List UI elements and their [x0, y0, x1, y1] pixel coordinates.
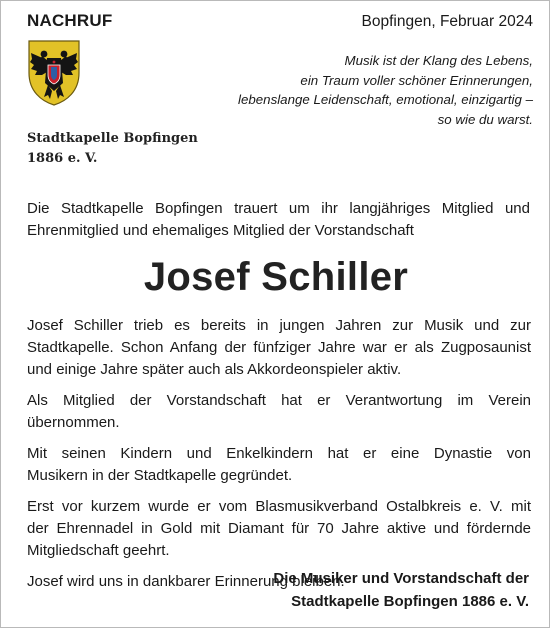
tribute-line: der Ehrennadel in Gold mit Diamant für 70 Jahre aktive und fördernde: [27, 520, 531, 537]
club-name: Stadtkapelle Bopfingen: [27, 131, 198, 146]
club-founded: 1886 e. V.: [27, 151, 98, 166]
notice-heading: NACHRUF: [27, 11, 113, 30]
closing-line: Stadtkapelle Bopfingen 1886 e. V.: [291, 593, 529, 610]
motto-line: lebenslange Leidenschaft, emotional, einzigartig –: [238, 92, 533, 108]
tribute-line: Als Mitglied der Vorstandschaft hat er Verantwortung im Verein: [27, 392, 531, 409]
motto-line: so wie du warst.: [437, 111, 533, 127]
tribute-paragraph: [27, 443, 531, 487]
tribute-line: Josef wird uns in dankbarer Erinnerung bleiben.: [27, 573, 345, 590]
place-date: Bopfingen, Februar 2024: [361, 13, 533, 30]
deceased-name: Josef Schiller: [143, 255, 409, 299]
tribute-paragraph: [27, 496, 531, 562]
motto-line: Musik ist der Klang des Lebens,: [344, 53, 533, 68]
intro-text: [27, 198, 530, 242]
closing-line: Die Musiker und Vorstandschaft der: [273, 570, 529, 587]
intro-line: Ehrenmitglied und ehemaliges Mitglied der Vorstandschaft: [27, 222, 414, 239]
tribute-line: und einige Jahre später auch als Akkordeonspieler aktiv.: [27, 361, 402, 378]
intro-line: Die Stadtkapelle Bopfingen trauert um ihr langjähriges Mitglied und: [27, 200, 530, 217]
tribute-text: [27, 315, 531, 602]
motto-quote: [153, 51, 533, 129]
tribute-paragraph: [27, 390, 531, 434]
coat-of-arms-icon: [27, 39, 81, 107]
tribute-line: Josef Schiller trieb es bereits in jungen Jahren zur Musik und zur: [27, 317, 531, 334]
club-signature: [27, 129, 198, 169]
tribute-line: Erst vor kurzem wurde er vom Blasmusikverband Ostalbkreis e. V. mit: [27, 498, 531, 515]
closing-signature: [273, 567, 529, 613]
tribute-line: Mit seinen Kindern und Enkelkindern hat er eine Dynastie von: [27, 445, 531, 462]
tribute-line: übernommen.: [27, 414, 120, 431]
tribute-line: Musikern in der Stadtkapelle gegründet.: [27, 467, 293, 484]
tribute-line: Stadtkapelle. Schon Anfang der fünfziger Jahre war er als Zugposaunist: [27, 339, 531, 356]
tribute-line: Mitgliedschaft geehrt.: [27, 542, 170, 559]
tribute-paragraph: [27, 315, 531, 381]
motto-line: ein Traum voller schöner Erinnerungen,: [300, 72, 533, 88]
